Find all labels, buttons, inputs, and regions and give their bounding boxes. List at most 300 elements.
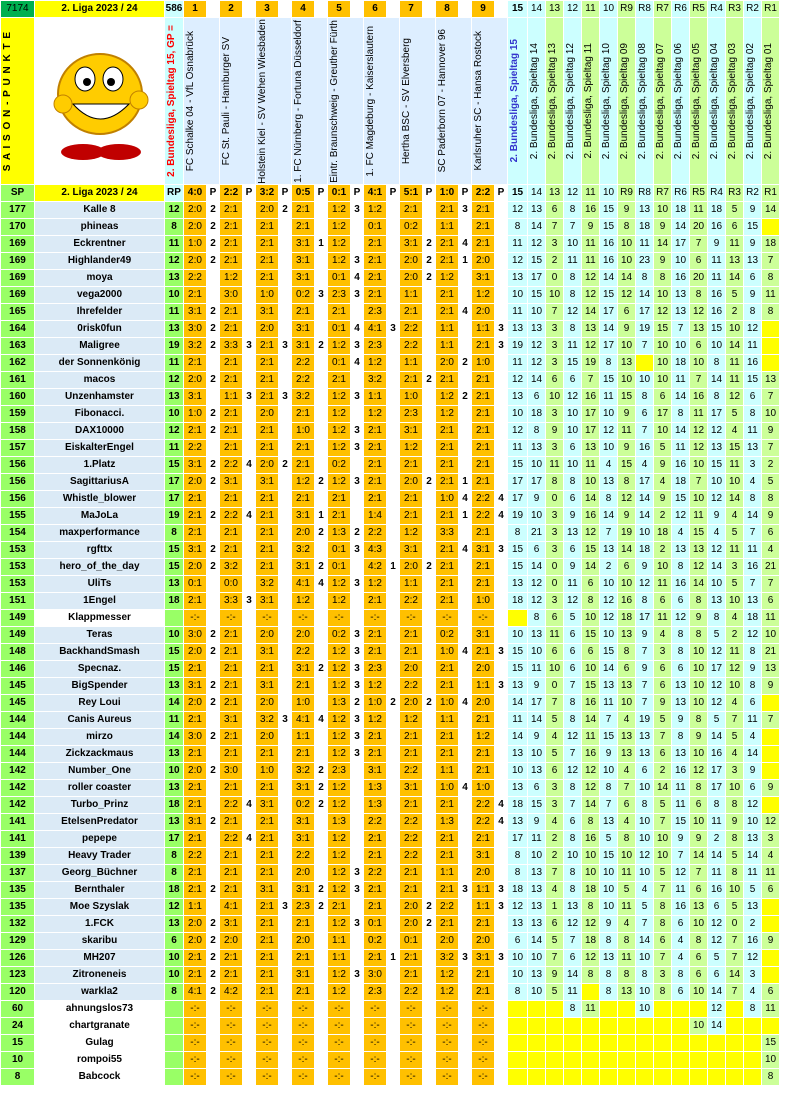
tip: 2:2	[400, 763, 423, 780]
tip-points: 3	[351, 661, 364, 678]
round-score: 5	[708, 627, 726, 644]
tip-points	[243, 967, 256, 984]
tip: 2:0	[472, 253, 495, 270]
tip: 2:2	[220, 831, 243, 848]
round-score: 5	[744, 882, 762, 899]
tip: 2:2	[220, 797, 243, 814]
tip: 1:3	[328, 814, 351, 831]
player-name: Rey Loui	[35, 695, 165, 712]
tip: 2:1	[472, 202, 495, 219]
round-score	[762, 916, 780, 933]
tip: 3:1	[256, 797, 279, 814]
season-points: 144	[1, 746, 35, 763]
round-score	[672, 1001, 690, 1018]
tip: 1:0	[400, 389, 423, 406]
tip: 3:2	[292, 542, 315, 559]
round-score	[600, 1035, 618, 1052]
round-score: 12	[582, 763, 600, 780]
round-score	[762, 729, 780, 746]
round-score: 8	[654, 916, 672, 933]
round-score	[546, 1018, 564, 1035]
tip-points	[351, 933, 364, 950]
round-score: 12	[582, 780, 600, 797]
round-score: 8	[618, 219, 636, 236]
season-points: 169	[1, 236, 35, 253]
tip-points	[495, 457, 508, 474]
round-score	[762, 338, 780, 355]
round-score: 10	[618, 236, 636, 253]
player-name: pepepe	[35, 831, 165, 848]
tip: 1:1	[400, 287, 423, 304]
tip-points	[279, 270, 292, 287]
tip-points	[387, 542, 400, 559]
round-score: 8	[582, 967, 600, 984]
tip-points	[243, 746, 256, 763]
tip-points	[495, 627, 508, 644]
round-score	[726, 1018, 744, 1035]
table-row	[1, 355, 780, 372]
round-score: 7	[690, 865, 708, 882]
tip: 3:3	[220, 338, 243, 355]
round-score	[690, 1069, 708, 1086]
tip-points	[423, 576, 436, 593]
tip: 1:2	[328, 746, 351, 763]
round-score: 4	[618, 814, 636, 831]
p-head	[423, 1, 436, 18]
round-score: 7	[654, 729, 672, 746]
tip: 1:2	[328, 338, 351, 355]
tip: -:-	[328, 1069, 351, 1086]
round-score: 7	[564, 797, 582, 814]
tip-points	[387, 865, 400, 882]
tip-points	[243, 763, 256, 780]
round-score: 11	[564, 338, 582, 355]
season-points: 135	[1, 882, 35, 899]
result-head: 2:2	[220, 185, 243, 202]
round-score: 17	[708, 780, 726, 797]
season-points: 155	[1, 508, 35, 525]
tip-points: 2	[207, 763, 220, 780]
tip: 2:1	[184, 831, 207, 848]
round-score: 8	[528, 610, 546, 627]
tip: -:-	[364, 1018, 387, 1035]
tip-points: 3	[351, 542, 364, 559]
tip-points	[495, 729, 508, 746]
round-score: 7	[726, 984, 744, 1001]
round-score: 18	[708, 202, 726, 219]
tip-points	[243, 678, 256, 695]
match-label-cell	[220, 18, 256, 185]
round-score: 8	[762, 1069, 780, 1086]
match-label: SC Paderborn 07 - Hannover 96	[437, 29, 448, 173]
round-label: 2. Bundesliga, Spieltag 06	[673, 42, 684, 160]
round-score: 14	[744, 508, 762, 525]
round-score: 2	[744, 916, 762, 933]
tip: -:-	[400, 1069, 423, 1086]
tip: 0:1	[184, 576, 207, 593]
round-score: 6	[564, 814, 582, 831]
round-score: 11	[744, 338, 762, 355]
round-score: 18	[508, 882, 528, 899]
tip-points	[387, 236, 400, 253]
tip-points	[495, 525, 508, 542]
tip-points	[351, 610, 364, 627]
table-row	[1, 814, 780, 831]
tip-points: 3	[351, 916, 364, 933]
match-number: 9	[472, 1, 495, 18]
tip-points: 3	[387, 321, 400, 338]
round-score	[762, 967, 780, 984]
round-score: 12	[762, 814, 780, 831]
tip-points	[279, 474, 292, 491]
round-score: 17	[636, 474, 654, 491]
round-score: 9	[618, 321, 636, 338]
tip: 3:3	[220, 593, 243, 610]
tip: -:-	[220, 1069, 243, 1086]
tip: 2:0	[400, 695, 423, 712]
round-score: 8	[508, 525, 528, 542]
round-label-cell	[690, 18, 708, 185]
round-score	[762, 695, 780, 712]
season-points: 170	[1, 219, 35, 236]
tip: 2:0	[472, 695, 495, 712]
p-head: P	[243, 185, 256, 202]
round-score: 13	[600, 950, 618, 967]
tip-points	[459, 1018, 472, 1035]
round-score: 6	[690, 253, 708, 270]
tip-points: 3	[243, 338, 256, 355]
tip: 1:2	[292, 474, 315, 491]
tip-points	[423, 1035, 436, 1052]
round-points: 8	[165, 848, 184, 865]
round-score: 10	[636, 780, 654, 797]
tip-points: 2	[351, 695, 364, 712]
round-score: 3	[546, 440, 564, 457]
round-score: 11	[508, 712, 528, 729]
tip: 2:1	[220, 321, 243, 338]
p-head: P	[387, 185, 400, 202]
tip: 2:1	[364, 491, 387, 508]
round-score: 5	[618, 882, 636, 899]
round-score	[508, 1018, 528, 1035]
round-score	[708, 1035, 726, 1052]
round-score: 8	[618, 967, 636, 984]
round-score	[690, 1035, 708, 1052]
round-score: 0	[546, 491, 564, 508]
round-score: 13	[762, 661, 780, 678]
round-score: 14	[618, 270, 636, 287]
tip: 2:0	[184, 916, 207, 933]
round-number: 12	[564, 1, 582, 18]
round-score: 15	[582, 542, 600, 559]
round-score: 14	[582, 797, 600, 814]
round-score: 10	[528, 950, 546, 967]
tip: 3:1	[184, 389, 207, 406]
tip-points: 2	[207, 695, 220, 712]
round-score: 12	[508, 423, 528, 440]
round-score: 10	[618, 338, 636, 355]
round-score	[762, 355, 780, 372]
season-points: 156	[1, 474, 35, 491]
round-score: 11	[708, 865, 726, 882]
tip: 0:0	[220, 576, 243, 593]
round-score: 6	[564, 644, 582, 661]
round-points: 12	[165, 423, 184, 440]
tip-points	[459, 933, 472, 950]
round-score: 17	[582, 406, 600, 423]
round-score: 7	[636, 695, 654, 712]
tip-points	[423, 1018, 436, 1035]
round-number: R6	[672, 1, 690, 18]
tip-points: 3	[351, 440, 364, 457]
tip-points	[459, 627, 472, 644]
tip: 2:1	[436, 423, 459, 440]
round-score	[744, 1018, 762, 1035]
tip-points: 4	[315, 576, 328, 593]
round-score: 15	[600, 372, 618, 389]
tip-points	[315, 644, 328, 661]
smiley-logo	[35, 18, 165, 185]
round-score: 10	[672, 338, 690, 355]
match-label-cell	[328, 18, 364, 185]
round-head: 13	[546, 185, 564, 202]
tip: 2:1	[436, 746, 459, 763]
tip: 2:1	[364, 882, 387, 899]
round-score: 13	[508, 321, 528, 338]
round-score: 13	[528, 440, 546, 457]
tip-points: 4	[495, 814, 508, 831]
round-score: 11	[690, 406, 708, 423]
tip-points: 2	[207, 678, 220, 695]
tip-points	[315, 253, 328, 270]
tip: 0:1	[328, 559, 351, 576]
round-label-cell	[600, 18, 618, 185]
round-score: 23	[636, 253, 654, 270]
tip: 2:1	[364, 848, 387, 865]
player-name: EiskalterEngel	[35, 440, 165, 457]
tip: 2:1	[256, 899, 279, 916]
round-score: 13	[672, 287, 690, 304]
round-head: R1	[762, 185, 780, 202]
round-score: 13	[672, 695, 690, 712]
tip: 2:0	[256, 695, 279, 712]
tip-points	[423, 797, 436, 814]
round-score: 12	[582, 338, 600, 355]
tip-points	[279, 423, 292, 440]
tip: 2:1	[364, 423, 387, 440]
round-score: 8	[600, 355, 618, 372]
round-score: 15	[600, 644, 618, 661]
tip-points	[459, 270, 472, 287]
round-points	[165, 1035, 184, 1052]
round-score: 13	[618, 729, 636, 746]
tip-points	[279, 746, 292, 763]
tip: 2:1	[472, 457, 495, 474]
round-score: 13	[528, 882, 546, 899]
season-points: 142	[1, 780, 35, 797]
tip-points	[315, 389, 328, 406]
tip: 2:1	[472, 372, 495, 389]
round-score: 9	[636, 627, 654, 644]
round-points: 15	[165, 542, 184, 559]
tip-points	[315, 627, 328, 644]
round-score: 8	[744, 406, 762, 423]
result-head: 0:5	[292, 185, 315, 202]
round-score: 10	[600, 576, 618, 593]
tip: 1:2	[328, 865, 351, 882]
season-points: 153	[1, 559, 35, 576]
round-score: 9	[690, 729, 708, 746]
tip-points: 3	[495, 950, 508, 967]
tip: 2:1	[472, 219, 495, 236]
round-score: 17	[508, 831, 528, 848]
round-score	[508, 1052, 528, 1069]
round-score: 9	[762, 933, 780, 950]
tip-points	[279, 559, 292, 576]
round-score	[654, 1052, 672, 1069]
round-score: 16	[708, 287, 726, 304]
season-points: 24	[1, 1018, 35, 1035]
tip-points	[315, 321, 328, 338]
tip-points	[387, 457, 400, 474]
round-score: 11	[762, 1001, 780, 1018]
round-score: 14	[528, 933, 546, 950]
round-score: 7	[654, 814, 672, 831]
tip-points	[423, 1069, 436, 1086]
tip-points	[459, 1035, 472, 1052]
round-score: 14	[582, 491, 600, 508]
tip-points	[387, 627, 400, 644]
round-score: 10	[508, 950, 528, 967]
round-score	[618, 1001, 636, 1018]
round-label: 2. Bundesliga, Spieltag 07	[655, 42, 666, 160]
round-score: 12	[726, 389, 744, 406]
round-score: 15	[528, 253, 546, 270]
tip: 0:1	[328, 355, 351, 372]
tip: 1:0	[436, 644, 459, 661]
tip-points	[351, 559, 364, 576]
match-label-cell	[472, 18, 508, 185]
tip-points: 3	[351, 644, 364, 661]
round-score: 11	[508, 440, 528, 457]
round-score: 15	[564, 355, 582, 372]
tip: 2:0	[184, 219, 207, 236]
round-score: 7	[726, 933, 744, 950]
tip: 2:0	[184, 695, 207, 712]
round-score: 10	[762, 1052, 780, 1069]
player-name: BigSpender	[35, 678, 165, 695]
tip-points	[351, 984, 364, 1001]
player-name: Gulag	[35, 1035, 165, 1052]
round-score: 11	[672, 780, 690, 797]
round-score: 8	[636, 389, 654, 406]
tip: -:-	[256, 1001, 279, 1018]
tip-points	[387, 253, 400, 270]
tip-points: 3	[351, 967, 364, 984]
match-label-cell	[400, 18, 436, 185]
tip: 1:0	[256, 763, 279, 780]
tip: 2:1	[184, 882, 207, 899]
tip-points	[207, 576, 220, 593]
tip: -:-	[184, 1001, 207, 1018]
tip: 2:1	[328, 508, 351, 525]
round-score: 5	[600, 831, 618, 848]
tip-points	[351, 593, 364, 610]
round-label: 2. Bundesliga, Spieltag 04	[709, 42, 720, 160]
tip-points	[243, 270, 256, 287]
tip-points	[315, 542, 328, 559]
round-score: 5	[726, 729, 744, 746]
table-row	[1, 1018, 780, 1035]
player-name: Heavy Trader	[35, 848, 165, 865]
round-score: 0	[726, 916, 744, 933]
player-name: Turbo_Prinz	[35, 797, 165, 814]
tip-points	[387, 848, 400, 865]
round-score: 17	[528, 474, 546, 491]
round-score: 12	[672, 610, 690, 627]
round-score: 7	[690, 236, 708, 253]
round-points: 12	[165, 372, 184, 389]
round-score: 7	[690, 372, 708, 389]
round-score: 9	[582, 219, 600, 236]
tip-points	[387, 1052, 400, 1069]
tip-points	[459, 1052, 472, 1069]
round-score: 14	[726, 338, 744, 355]
tip: 3:1	[184, 814, 207, 831]
round-head: R6	[672, 185, 690, 202]
tip: 2:0	[472, 933, 495, 950]
round-score: 10	[564, 236, 582, 253]
round-score	[546, 1069, 564, 1086]
tip-points: 2	[459, 355, 472, 372]
tip-points	[459, 576, 472, 593]
round-score: 17	[508, 491, 528, 508]
tip-points	[459, 1001, 472, 1018]
table-row	[1, 644, 780, 661]
tip: -:-	[220, 1035, 243, 1052]
table-row	[1, 457, 780, 474]
round-score: 6	[654, 389, 672, 406]
round-score: 11	[690, 508, 708, 525]
season-points: 15	[1, 1035, 35, 1052]
round-score: 4	[654, 627, 672, 644]
tip-points	[387, 508, 400, 525]
tip: 2:1	[436, 304, 459, 321]
tip-points	[243, 695, 256, 712]
tip: 4:1	[364, 321, 387, 338]
tip: 2:1	[364, 746, 387, 763]
round-score: 0	[546, 270, 564, 287]
tip: 2:1	[436, 542, 459, 559]
season-points: 137	[1, 865, 35, 882]
table-row	[1, 899, 780, 916]
round-score: 12	[690, 559, 708, 576]
tip: 2:0	[292, 525, 315, 542]
round-score	[762, 797, 780, 814]
tip: -:-	[472, 1018, 495, 1035]
round-score: 14	[672, 389, 690, 406]
tip-points	[459, 797, 472, 814]
tip-points: 2	[423, 916, 436, 933]
round-score: 8	[508, 984, 528, 1001]
round-score: 10	[600, 899, 618, 916]
tip: 2:1	[472, 831, 495, 848]
round-score: 12	[708, 1001, 726, 1018]
tip-points	[279, 729, 292, 746]
tip-points	[315, 1069, 328, 1086]
tip: 1:1	[436, 712, 459, 729]
tip-points	[387, 270, 400, 287]
